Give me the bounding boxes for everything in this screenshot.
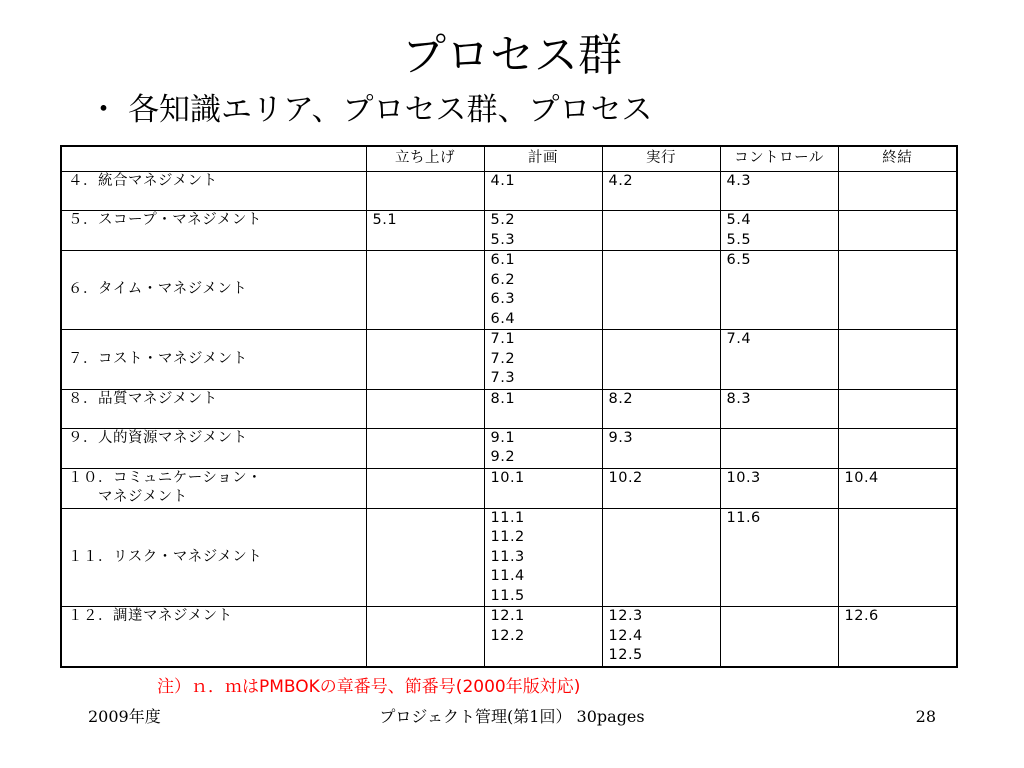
knowledge-area-cell [61,172,366,211]
process-cell-controlling [720,172,838,211]
process-number: 6.2 [490,271,516,288]
bullet-text: 各知識エリア、プロセス群、プロセス [128,92,653,128]
footnote: 注）ｎ．ｍはPMBOKの章番号、節番号(2000年版対応) [157,677,581,697]
process-cell-planning [484,251,602,330]
bullet-line [88,88,653,132]
process-cell-planning [484,607,602,667]
process-cell-closing [838,508,957,607]
knowledge-area-cell [61,251,366,330]
table-row [61,508,957,607]
process-cell-executing [602,172,720,211]
table-body [61,172,957,667]
process-number: 8.2 [608,390,634,407]
process-table [60,145,958,668]
process-number: 11.2 [490,529,525,545]
process-cell-executing [602,468,720,508]
bullet-marker: ・ [88,92,119,128]
process-number: 11.1 [490,509,525,526]
process-cell-initiating [366,468,484,508]
process-number: 5.4 [726,212,752,228]
slide-title: プロセス群 [402,30,622,81]
process-number: 4.2 [608,173,634,189]
process-number: 10.1 [490,469,525,486]
process-cell-initiating [366,607,484,667]
process-number: 11.6 [726,509,761,526]
process-cell-executing [602,251,720,330]
process-cell-closing [838,389,957,428]
process-cell-controlling [720,508,838,607]
process-number: 4.3 [726,173,752,189]
process-number: 11.3 [490,548,525,565]
process-number: 7.4 [726,331,752,347]
table-row [61,468,957,508]
knowledge-area-cell [61,330,366,390]
process-number: 6.5 [726,252,752,268]
process-cell-planning [484,389,602,428]
process-cell-planning [484,428,602,468]
knowledge-area-cell [61,389,366,428]
process-number: 5.5 [726,231,752,248]
process-number: 11.4 [490,568,525,584]
process-cell-initiating [366,251,484,330]
header-executing: 実行 [602,146,720,172]
table-row [61,330,957,390]
process-number: 12.4 [608,627,643,644]
process-cell-planning [484,172,602,211]
table-row [61,607,957,667]
process-number: 12.2 [490,627,525,644]
header-closing: 終結 [838,146,957,172]
process-number: 7.2 [490,350,516,367]
process-cell-initiating [366,330,484,390]
table-row [61,251,957,330]
process-cell-executing [602,389,720,428]
process-cell-controlling [720,211,838,251]
process-number: 10.4 [844,469,879,486]
process-number: 12.5 [608,647,643,663]
process-cell-closing [838,172,957,211]
process-cell-closing [838,468,957,508]
process-cell-closing [838,607,957,667]
footer-page-number: 28 [915,707,936,726]
knowledge-area-label: １１．リスク・マネジメント [68,548,263,565]
process-cell-controlling [720,428,838,468]
knowledge-area-cell [61,428,366,468]
process-cell-executing [602,428,720,468]
process-cell-initiating [366,172,484,211]
knowledge-area-label: １２．調達マネジメント [68,608,233,624]
process-number: 10.3 [726,469,761,486]
knowledge-area-label: ６．タイム・マネジメント [68,281,248,298]
process-cell-planning [484,330,602,390]
process-number: 8.3 [726,390,752,407]
process-cell-controlling [720,251,838,330]
table-row [61,428,957,468]
process-number: 5.3 [490,231,516,248]
knowledge-area-cell [61,211,366,251]
knowledge-area-label: マネジメント [68,489,188,505]
table-header-row [61,146,957,172]
process-number: 9.2 [490,449,516,465]
process-number: 9.3 [608,429,634,446]
table-row [61,211,957,251]
process-number: 6.1 [490,252,516,268]
process-cell-closing [838,251,957,330]
process-number: 8.1 [490,390,516,407]
process-cell-executing [602,211,720,251]
process-cell-initiating [366,428,484,468]
header-initiating: 立ち上げ [366,146,484,172]
knowledge-area-label: １０．コミュニケーション・ [68,469,263,486]
process-cell-planning [484,468,602,508]
process-cell-initiating [366,389,484,428]
process-cell-controlling [720,468,838,508]
process-number: 11.5 [490,587,525,604]
process-cell-executing [602,607,720,667]
header-controlling: コントロール [720,146,838,172]
process-cell-closing [838,211,957,251]
process-number: 6.4 [490,310,516,327]
process-number: 12.1 [490,608,525,624]
knowledge-area-label: ７．コスト・マネジメント [68,350,248,367]
footer-course: プロジェクト管理(第1回） 30pages [379,707,645,726]
process-number: 12.6 [844,608,879,624]
knowledge-area-label: ４．統合マネジメント [68,173,218,189]
process-cell-initiating [366,508,484,607]
process-cell-controlling [720,330,838,390]
process-cell-executing [602,330,720,390]
process-number: 5.1 [372,212,398,228]
table-row [61,172,957,211]
process-number: 4.1 [490,173,516,189]
process-cell-controlling [720,389,838,428]
process-number: 5.2 [490,212,516,228]
process-cell-planning [484,508,602,607]
knowledge-area-cell [61,607,366,667]
process-cell-controlling [720,607,838,667]
process-number: 9.1 [490,429,516,446]
process-number: 12.3 [608,608,643,624]
process-cell-planning [484,211,602,251]
footer-year: 2009年度 [88,707,161,726]
process-number: 10.2 [608,469,643,486]
knowledge-area-label: ９．人的資源マネジメント [68,429,248,446]
header-planning: 計画 [484,146,602,172]
process-cell-initiating [366,211,484,251]
process-number: 7.3 [490,370,516,386]
process-number: 7.1 [490,331,516,347]
header-knowledge-area [61,146,366,172]
process-cell-closing [838,330,957,390]
process-cell-executing [602,508,720,607]
knowledge-area-cell [61,468,366,508]
knowledge-area-label: ５．スコープ・マネジメント [68,212,262,228]
table-row [61,389,957,428]
process-cell-closing [838,428,957,468]
process-number: 6.3 [490,291,516,307]
knowledge-area-label: ８．品質マネジメント [68,390,218,407]
knowledge-area-cell [61,508,366,607]
